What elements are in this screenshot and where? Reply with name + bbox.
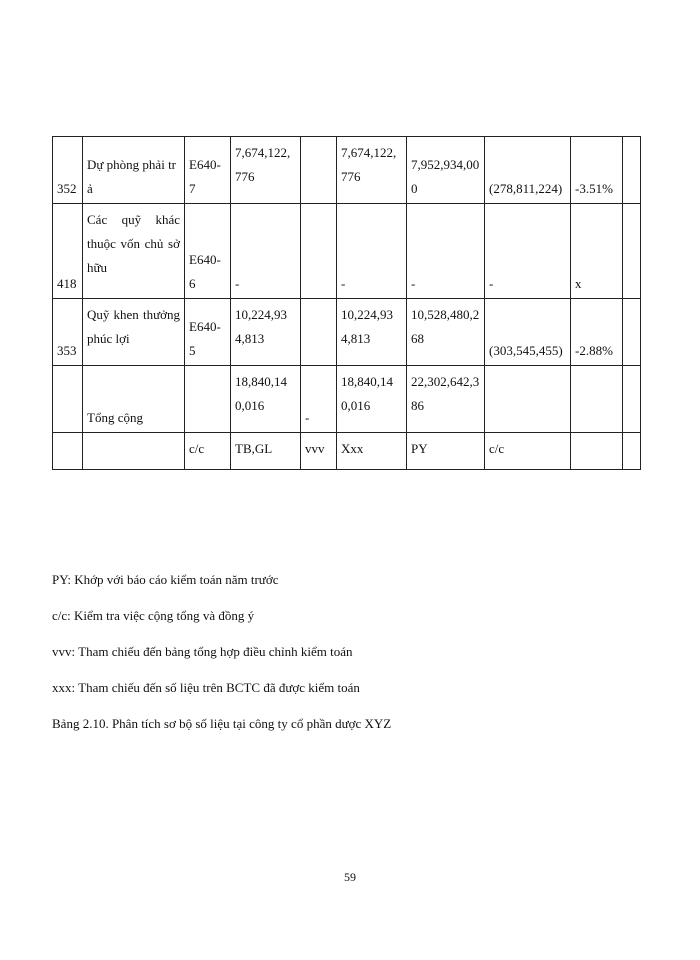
account-code-cell: 418	[53, 204, 83, 299]
variance-percent-cell: -3.51%	[571, 137, 623, 204]
adjustment-cell	[301, 204, 337, 299]
audited-amount-cell: 7,674,122,776	[337, 137, 407, 204]
adjustment-cell	[301, 299, 337, 366]
prior-year-cell: 10,528,480,268	[407, 299, 485, 366]
empty-cell	[623, 366, 641, 433]
table-row	[53, 299, 641, 366]
page-number: 59	[344, 870, 356, 884]
table-row	[53, 137, 641, 204]
variance-percent-cell	[571, 366, 623, 433]
note-cc: c/c: Kiểm tra việc cộng tổng và đồng ý	[52, 608, 255, 623]
account-name-cell: Các quỹ khác thuộc vốn chủ sở hữu	[83, 204, 185, 299]
tickmark-cell: TB,GL	[231, 433, 301, 470]
empty-cell	[623, 299, 641, 366]
tickmark-cell: c/c	[485, 433, 571, 470]
empty-cell	[623, 204, 641, 299]
total-label-cell: Tổng cộng	[83, 366, 185, 433]
table-row	[53, 433, 641, 470]
variance-cell	[485, 366, 571, 433]
account-name-cell: Dự phòng phải trả	[83, 137, 185, 204]
tickmark-cell: PY	[407, 433, 485, 470]
tickmark-cell: vvv	[301, 433, 337, 470]
empty-cell	[623, 433, 641, 470]
table-row	[53, 366, 641, 433]
reference-cell: E640-7	[185, 137, 231, 204]
table-caption: Bảng 2.10. Phân tích sơ bộ số liệu tại công ty cổ phần dược XYZ	[52, 716, 392, 731]
tickmark-cell: c/c	[185, 433, 231, 470]
adjustment-cell: -	[301, 366, 337, 433]
audited-amount-cell: 18,840,140,016	[337, 366, 407, 433]
analysis-table-container	[52, 136, 640, 470]
tickmark-cell: Xxx	[337, 433, 407, 470]
account-name-cell	[83, 433, 185, 470]
adjustment-cell	[301, 137, 337, 204]
table-row	[53, 204, 641, 299]
note-xxx: xxx: Tham chiếu đến số liệu trên BCTC đã được kiểm toán	[52, 680, 360, 695]
account-code-cell	[53, 433, 83, 470]
legend-notes	[52, 568, 652, 748]
account-name-cell: Quỹ khen thưởng phúc lợi	[83, 299, 185, 366]
reference-cell: E640-6	[185, 204, 231, 299]
empty-cell	[623, 137, 641, 204]
account-code-cell	[53, 366, 83, 433]
amount-cell: 10,224,934,813	[231, 299, 301, 366]
prior-year-cell: 22,302,642,386	[407, 366, 485, 433]
amount-cell: -	[231, 204, 301, 299]
account-code-cell: 352	[53, 137, 83, 204]
variance-cell: (278,811,224)	[485, 137, 571, 204]
amount-cell: 18,840,140,016	[231, 366, 301, 433]
note-py: PY: Khớp với báo cáo kiểm toán năm trước	[52, 572, 279, 587]
reference-cell: E640-5	[185, 299, 231, 366]
analysis-table	[52, 136, 641, 470]
variance-percent-cell: x	[571, 204, 623, 299]
tickmark-cell	[571, 433, 623, 470]
variance-cell: -	[485, 204, 571, 299]
prior-year-cell: 7,952,934,000	[407, 137, 485, 204]
variance-cell: (303,545,455)	[485, 299, 571, 366]
amount-cell: 7,674,122,776	[231, 137, 301, 204]
audited-amount-cell: -	[337, 204, 407, 299]
prior-year-cell: -	[407, 204, 485, 299]
reference-cell	[185, 366, 231, 433]
account-code-cell: 353	[53, 299, 83, 366]
audited-amount-cell: 10,224,934,813	[337, 299, 407, 366]
note-vvv: vvv: Tham chiếu đến bảng tổng hợp điều chỉnh kiểm toán	[52, 644, 353, 659]
variance-percent-cell: -2.88%	[571, 299, 623, 366]
